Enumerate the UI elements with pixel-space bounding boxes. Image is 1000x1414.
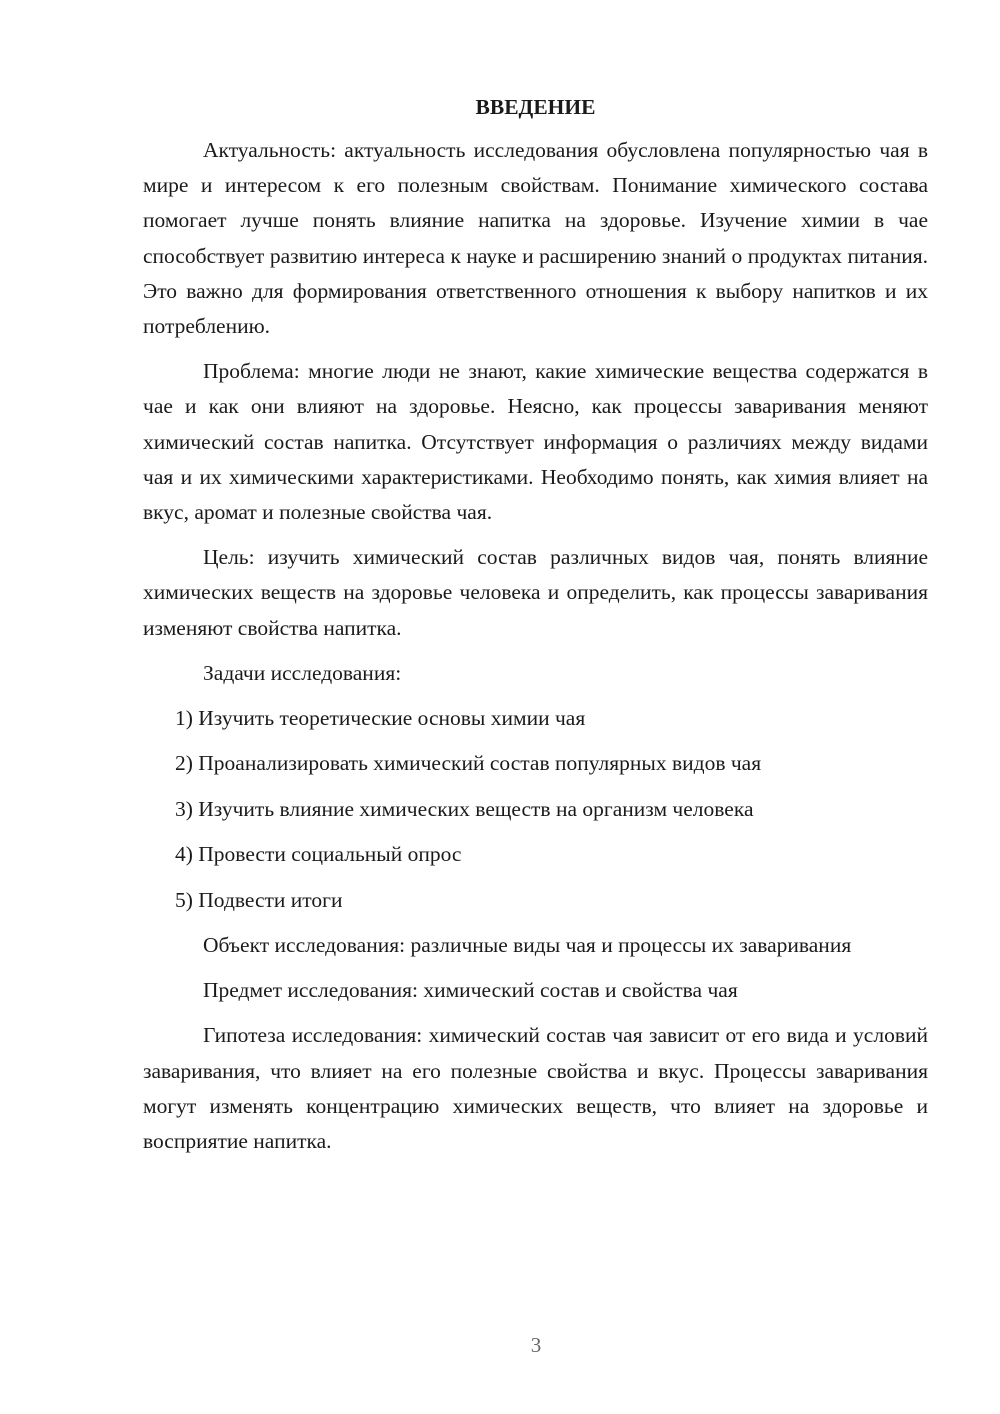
object-paragraph: Объект исследования: различные виды чая и процессы их заваривания bbox=[203, 933, 852, 957]
task-item: 4) Провести социальный опрос bbox=[175, 842, 462, 867]
task-item: 5) Подвести итоги bbox=[175, 887, 343, 912]
page-title: ВВЕДЕНИЕ bbox=[475, 95, 596, 119]
relevance-paragraph: Актуальность: актуальность исследования обусловлена популярностью чая в мире и интересом к его полезным свойствам. Понимание химического состава помогает лучше понять влияние напитка на здоровье. Изучение химии в чае способствует развитию интереса к науке и расширению знаний о продуктах питания. Это важно для формирования ответственного отношения к выбору напитков и их потреблению. bbox=[143, 138, 928, 339]
hypothesis-paragraph: Гипотеза исследования: химический состав чая зависит от его вида и условий заваривания, что влияет на его полезные свойства и вкус. Процессы заваривания могут изменять концентрацию химических веществ, что влияет на здоровье и восприятие напитка. bbox=[143, 1023, 928, 1154]
page-number: 3 bbox=[530, 1333, 542, 1357]
goal-paragraph: Цель: изучить химический состав различных видов чая, понять влияние химических веществ на здоровье человека и определить, как процессы заваривания изменяют свойства напитка. bbox=[143, 545, 928, 640]
task-item: 3) Изучить влияние химических веществ на организм человека bbox=[175, 796, 754, 821]
task-item: 1) Изучить теоретические основы химии чая bbox=[175, 706, 586, 731]
task-item: 2) Проанализировать химический состав популярных видов чая bbox=[175, 751, 762, 776]
subject-paragraph: Предмет исследования: химический состав и свойства чая bbox=[203, 978, 738, 1003]
tasks-heading: Задачи исследования: bbox=[203, 660, 402, 685]
tasks-list bbox=[143, 701, 928, 918]
page-content bbox=[143, 90, 928, 1169]
problem-paragraph: Проблема: многие люди не знают, какие химические вещества содержатся в чае и как они влияют на здоровье. Неясно, как процессы заваривания меняют химический состав напитка. Отсутствует информация о различиях между видами чая и их химическими характеристиками. Необходимо понять, как химия влияет на вкус, аромат и полезные свойства чая. bbox=[143, 359, 928, 525]
